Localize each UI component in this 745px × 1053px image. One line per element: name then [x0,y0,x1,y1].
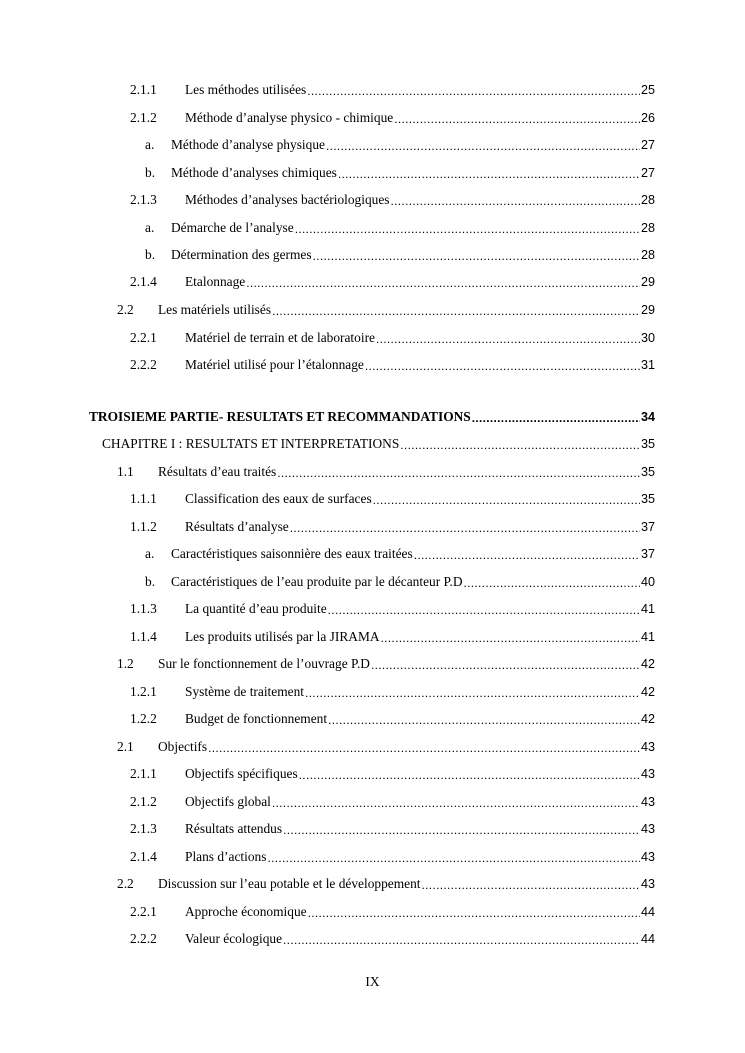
toc-entry-number: 1.2 [117,656,134,671]
toc-entry-number: b. [145,165,156,180]
toc-entry-title: Méthode d’analyses chimiques [171,165,337,180]
toc-entry-number: 2.2.2 [130,357,157,372]
toc-entry-number: 2.2.2 [130,931,157,946]
toc-entry-page: 35 [640,437,655,451]
toc-entry-page: 25 [640,83,655,97]
dot-leader [283,931,640,947]
dot-leader [305,684,640,700]
dot-leader [267,849,640,865]
dot-leader [400,436,640,452]
toc-entry-title: Plans d’actions [185,849,267,864]
dot-leader [326,137,640,153]
toc-entry-b[interactable] [145,572,655,590]
toc-entry-title: Budget de fonctionnement [185,711,328,726]
toc-entry-page: 29 [640,303,655,317]
toc-entry-page: 44 [640,905,655,919]
toc-entry-title: Valeur écologique [185,931,283,946]
toc-entry-2-1-2[interactable] [130,792,655,810]
dot-leader [472,409,640,425]
toc-entry-number: b. [145,247,156,262]
toc-entry-1-2[interactable] [117,654,655,672]
toc-entry-1-2-2[interactable] [130,709,655,727]
toc-entry-page: 30 [640,331,655,345]
toc-entry-page: 44 [640,932,655,946]
dot-leader [272,794,640,810]
toc-entry-number: a. [145,220,155,235]
toc-entry-page: 43 [640,795,655,809]
dot-leader [208,739,640,755]
toc-entry-page: 42 [640,685,655,699]
toc-entry-page: 43 [640,850,655,864]
toc-entry-page: 27 [640,166,655,180]
dot-leader [283,821,640,837]
toc-entry-page: 28 [640,221,655,235]
toc-entry-page: 41 [640,602,655,616]
toc-entry-page: 29 [640,275,655,289]
toc-entry-page: 43 [640,877,655,891]
toc-entry-2-1-2[interactable] [130,108,655,126]
dot-leader [328,711,640,727]
toc-entry-title: Caractéristiques saisonnière des eaux traitées [171,546,413,561]
toc-entry-number: 1.1.2 [130,519,157,534]
toc-entry-2-1-3[interactable] [130,190,655,208]
toc-entry-page: 35 [640,492,655,506]
dot-leader [308,904,640,920]
toc-entry-1-2-1[interactable] [130,682,655,700]
toc-entry-2-2[interactable] [117,874,655,892]
toc-chapter-heading[interactable] [102,434,655,452]
toc-entry-number: 2.1.4 [130,849,157,864]
toc-entry-page: 43 [640,822,655,836]
dot-leader [394,110,640,126]
toc-entry-a[interactable] [145,544,655,562]
toc-entry-a[interactable] [145,135,655,153]
toc-entry-number: 1.1.4 [130,629,157,644]
toc-entry-2-1-1[interactable] [130,80,655,98]
toc-entry-1-1-4[interactable] [130,627,655,645]
toc-entry-number: 2.1.2 [130,110,157,125]
dot-leader [373,491,640,507]
toc-entry-title: Etalonnage [185,274,246,289]
toc-entry-title: Résultats d’eau traités [158,464,277,479]
toc-entry-number: 2.1.1 [130,82,157,97]
toc-entry-2-1-1[interactable] [130,764,655,782]
toc-entry-title: Objectifs spécifiques [185,766,298,781]
dot-leader [414,546,640,562]
toc-entry-title: Matériel de terrain et de laboratoire [185,330,375,345]
toc-entry-title: Méthodes d’analyses bactériologiques [185,192,390,207]
toc-entry-title: Classification des eaux de surfaces [185,491,372,506]
toc-entry-2-1[interactable] [117,737,655,755]
toc-entry-page: 27 [640,138,655,152]
dot-leader [299,766,640,782]
dot-leader [464,574,640,590]
toc-entry-title: CHAPITRE I : RESULTATS ET INTERPRETATIONS [102,436,400,451]
toc-entry-number: b. [145,574,156,589]
toc-entry-page: 34 [640,410,655,424]
dot-leader [338,165,640,181]
toc-entry-page: 40 [640,575,655,589]
toc-entry-b[interactable] [145,163,655,181]
toc-entry-page: 37 [640,547,655,561]
dot-leader [295,220,640,236]
toc-entry-title: Méthode d’analyse physique [171,137,325,152]
toc-entry-title: Les matériels utilisés [158,302,272,317]
dot-leader [381,629,640,645]
toc-entry-number: 2.2.1 [130,330,157,345]
toc-entry-title: Matériel utilisé pour l’étalonnage [185,357,364,372]
toc-entry-2-2-2[interactable] [130,929,655,947]
toc-entry-number: 2.2.1 [130,904,157,919]
toc-entry-title: Les méthodes utilisées [185,82,307,97]
toc-entry-2-2[interactable] [117,300,655,318]
toc-entry-title: Approche économique [185,904,307,919]
dot-leader [307,82,640,98]
toc-entry-number: 1.1.3 [130,601,157,616]
toc-entry-title: Sur le fonctionnement de l’ouvrage P.D [158,656,370,671]
toc-entry-1-1-3[interactable] [130,599,655,617]
toc-entry-number: 2.2 [117,876,134,891]
toc-entry-page: 43 [640,740,655,754]
toc-entry-page: 41 [640,630,655,644]
toc-entry-number: 1.1 [117,464,134,479]
toc-entry-page: 43 [640,767,655,781]
toc-entry-page: 26 [640,111,655,125]
toc-entry-title: Méthode d’analyse physico - chimique [185,110,394,125]
dot-leader [277,464,640,480]
toc-entry-number: 2.2 [117,302,134,317]
toc-entry-number: 1.2.2 [130,711,157,726]
toc-entry-1-1[interactable] [117,462,655,480]
toc-entry-title: Caractéristiques de l’eau produite par le décanteur P.D [171,574,463,589]
toc-entry-2-2-1[interactable] [130,328,655,346]
dot-leader [313,247,640,263]
toc-entry-2-1-4[interactable] [130,272,655,290]
toc-entry-a[interactable] [145,218,655,236]
toc-entry-title: Objectifs [158,739,208,754]
dot-leader [272,302,640,318]
toc-entry-title: Discussion sur l’eau potable et le développement [158,876,421,891]
toc-entry-page: 37 [640,520,655,534]
toc-entry-title: Détermination des germes [171,247,312,262]
toc-entry-2-1-3[interactable] [130,819,655,837]
toc-entry-number: a. [145,137,155,152]
toc-entry-1-1-1[interactable] [130,489,655,507]
toc-entry-page: 28 [640,193,655,207]
toc-entry-2-2-1[interactable] [130,902,655,920]
dot-leader [365,357,640,373]
toc-entry-number: 2.1.3 [130,192,157,207]
toc-entry-number: 2.1.1 [130,766,157,781]
page-number: IX [365,974,380,989]
toc-entry-title: Démarche de l’analyse [171,220,294,235]
toc-entry-2-1-4[interactable] [130,847,655,865]
toc-entry-1-1-2[interactable] [130,517,655,535]
toc-entry-2-2-2[interactable] [130,355,655,373]
toc-entry-title: TROISIEME PARTIE- RESULTATS ET RECOMMANDATIONS [89,409,471,424]
toc-entry-title: Résultats d’analyse [185,519,289,534]
dot-leader [422,876,640,892]
toc-entry-page: 31 [640,358,655,372]
toc-entry-number: 2.1.2 [130,794,157,809]
toc-entry-page: 35 [640,465,655,479]
toc-entry-number: 2.1.4 [130,274,157,289]
toc-entry-number: 2.1.3 [130,821,157,836]
toc-entry-page: 28 [640,248,655,262]
toc-entry-title: Les produits utilisés par la JIRAMA [185,629,380,644]
toc-entry-page: 42 [640,712,655,726]
dot-leader [391,192,640,208]
toc-entry-number: a. [145,546,155,561]
dot-leader [371,656,640,672]
dot-leader [328,601,640,617]
toc-part-heading[interactable] [89,407,655,425]
toc-entry-page: 42 [640,657,655,671]
toc-entry-number: 1.2.1 [130,684,157,699]
toc-entry-title: Résultats attendus [185,821,283,836]
dot-leader [376,330,640,346]
toc-entry-number: 2.1 [117,739,134,754]
toc-entry-number: 1.1.1 [130,491,157,506]
toc-entry-title: Système de traitement [185,684,304,699]
toc-entry-title: Objectifs global [185,794,271,809]
toc-entry-title: La quantité d’eau produite [185,601,327,616]
toc-entry-b[interactable] [145,245,655,263]
dot-leader [290,519,640,535]
dot-leader [246,274,640,290]
